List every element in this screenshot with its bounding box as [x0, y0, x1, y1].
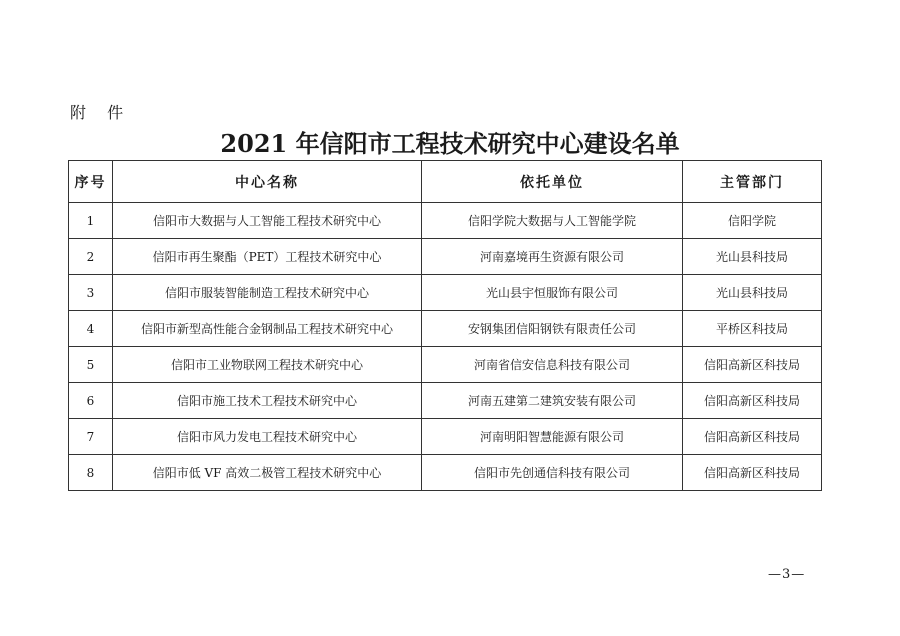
department-cell: 光山县科技局 — [683, 239, 822, 275]
row-index: 8 — [69, 455, 113, 491]
row-index: 7 — [69, 419, 113, 455]
department-cell: 信阳高新区科技局 — [683, 383, 822, 419]
center-name-cell: 信阳市服装智能制造工程技术研究中心 — [113, 275, 422, 311]
table-row — [69, 383, 822, 419]
table-header-row — [69, 161, 822, 203]
table-row — [69, 275, 822, 311]
host-unit-cell: 河南嘉境再生资源有限公司 — [422, 239, 683, 275]
department-cell: 信阳高新区科技局 — [683, 419, 822, 455]
row-index: 5 — [69, 347, 113, 383]
center-name-cell: 信阳市再生聚酯（PET）工程技术研究中心 — [113, 239, 422, 275]
column-header-index: 序号 — [69, 161, 113, 203]
row-index: 3 — [69, 275, 113, 311]
row-index: 4 — [69, 311, 113, 347]
table-row — [69, 203, 822, 239]
center-name-cell: 信阳市风力发电工程技术研究中心 — [113, 419, 422, 455]
column-header-center-name: 中心名称 — [113, 161, 422, 203]
table-row — [69, 311, 822, 347]
center-name-cell: 信阳市新型高性能合金钢制品工程技术研究中心 — [113, 311, 422, 347]
host-unit-cell: 河南省信安信息科技有限公司 — [422, 347, 683, 383]
column-header-host-unit: 依托单位 — [422, 161, 683, 203]
center-name-cell: 信阳市大数据与人工智能工程技术研究中心 — [113, 203, 422, 239]
host-unit-cell: 信阳学院大数据与人工智能学院 — [422, 203, 683, 239]
center-name-cell: 信阳市工业物联网工程技术研究中心 — [113, 347, 422, 383]
attachment-label: 附 件 — [70, 103, 132, 122]
host-unit-cell: 信阳市先创通信科技有限公司 — [422, 455, 683, 491]
host-unit-cell: 光山县宇恒服饰有限公司 — [422, 275, 683, 311]
department-cell: 信阳高新区科技局 — [683, 455, 822, 491]
document-title: 2021 年信阳市工程技术研究中心建设名单 — [220, 129, 680, 158]
row-index: 1 — [69, 203, 113, 239]
department-cell: 信阳学院 — [683, 203, 822, 239]
host-unit-cell: 安钢集团信阳钢铁有限责任公司 — [422, 311, 683, 347]
table-row — [69, 347, 822, 383]
department-cell: 光山县科技局 — [683, 275, 822, 311]
center-list-table — [68, 160, 822, 491]
table-row — [69, 419, 822, 455]
host-unit-cell: 河南明阳智慧能源有限公司 — [422, 419, 683, 455]
column-header-department: 主管部门 — [683, 161, 822, 203]
department-cell: 平桥区科技局 — [683, 311, 822, 347]
center-name-cell: 信阳市施工技术工程技术研究中心 — [113, 383, 422, 419]
host-unit-cell: 河南五建第二建筑安装有限公司 — [422, 383, 683, 419]
table-row — [69, 455, 822, 491]
row-index: 6 — [69, 383, 113, 419]
department-cell: 信阳高新区科技局 — [683, 347, 822, 383]
page-number: —3— — [768, 567, 806, 582]
table-row — [69, 239, 822, 275]
row-index: 2 — [69, 239, 113, 275]
center-name-cell: 信阳市低 VF 高效二极管工程技术研究中心 — [113, 455, 422, 491]
